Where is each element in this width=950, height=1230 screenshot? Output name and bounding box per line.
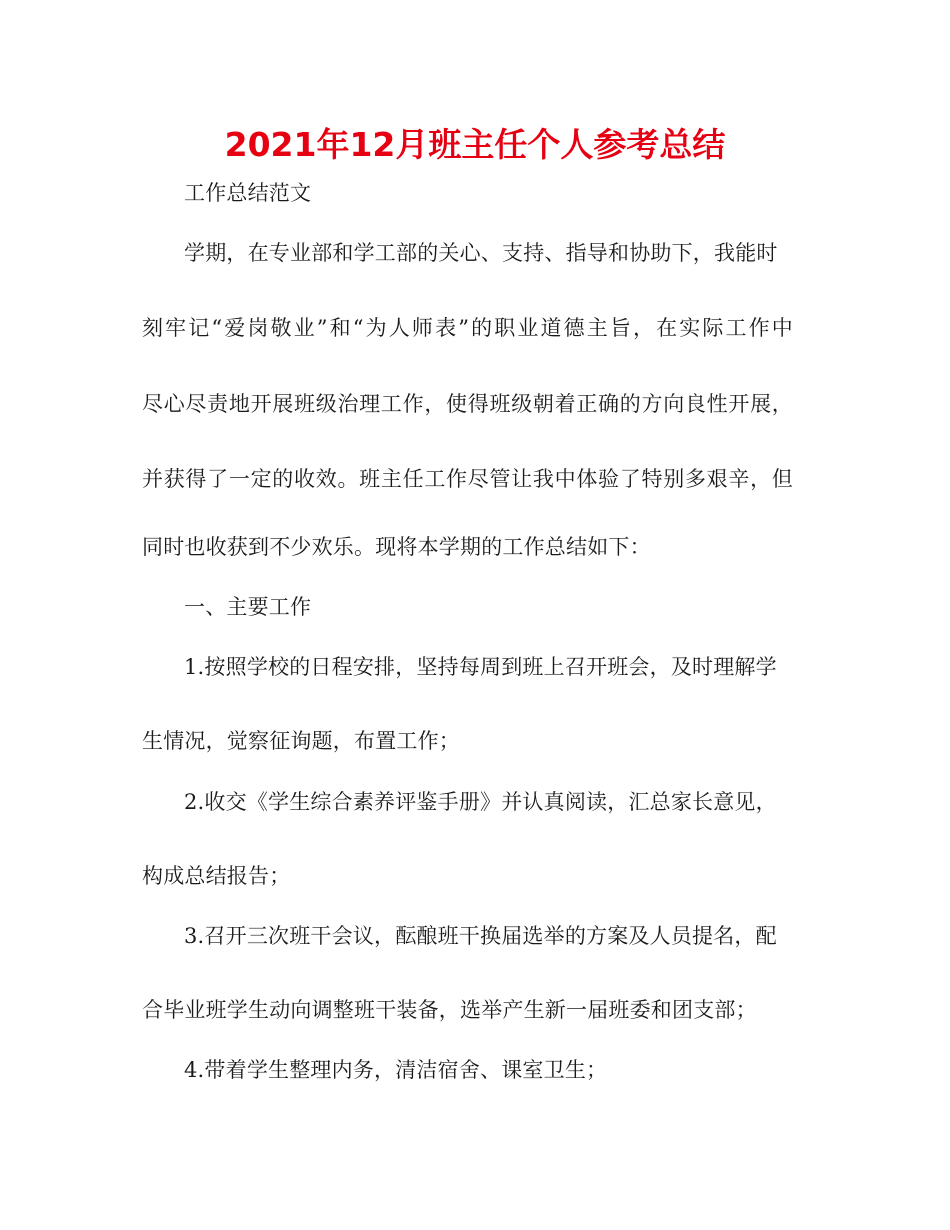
item-2-line-1: 2.收交《学生综合素养评鉴手册》并认真阅读，汇总家长意见， xyxy=(184,790,777,814)
intro-line-1: 学期，在专业部和学工部的关心、支持、指导和协助下，我能时 xyxy=(184,241,778,265)
item-1-line-2: 生情况，觉察征询题，布置工作； xyxy=(142,729,460,753)
intro-line-4: 并获得了一定的收效。班主任工作尽管让我中体验了特别多艰辛，但 xyxy=(142,467,793,491)
intro-line-5: 同时也收获到不少欢乐。现将本学期的工作总结如下： xyxy=(142,535,651,559)
item-2-line-2: 构成总结报告； xyxy=(142,864,291,888)
document-title: 2021年12月班主任个人参考总结 xyxy=(224,125,726,164)
item-4-line-1: 4.带着学生整理内务，清洁宿舍、课室卫生； xyxy=(184,1058,608,1082)
intro-line-2: 刻牢记“爱岗敬业”和“为人师表”的职业道德主旨，在实际工作中 xyxy=(142,316,793,340)
intro-line-3: 尽心尽责地开展班级治理工作，使得班级朝着正确的方向良性开展， xyxy=(142,392,793,416)
item-1-line-1: 1.按照学校的日程安排，坚持每周到班上召开班会，及时理解学 xyxy=(184,655,777,679)
item-3-line-1: 3.召开三次班干会议，酝酿班干换届选举的方案及人员提名，配 xyxy=(184,924,777,948)
item-3-line-2: 合毕业班学生动向调整班干装备，选举产生新一届班委和团支部； xyxy=(142,998,757,1022)
document-subtitle: 工作总结范文 xyxy=(184,181,312,205)
section-heading: 一、主要工作 xyxy=(184,595,312,619)
